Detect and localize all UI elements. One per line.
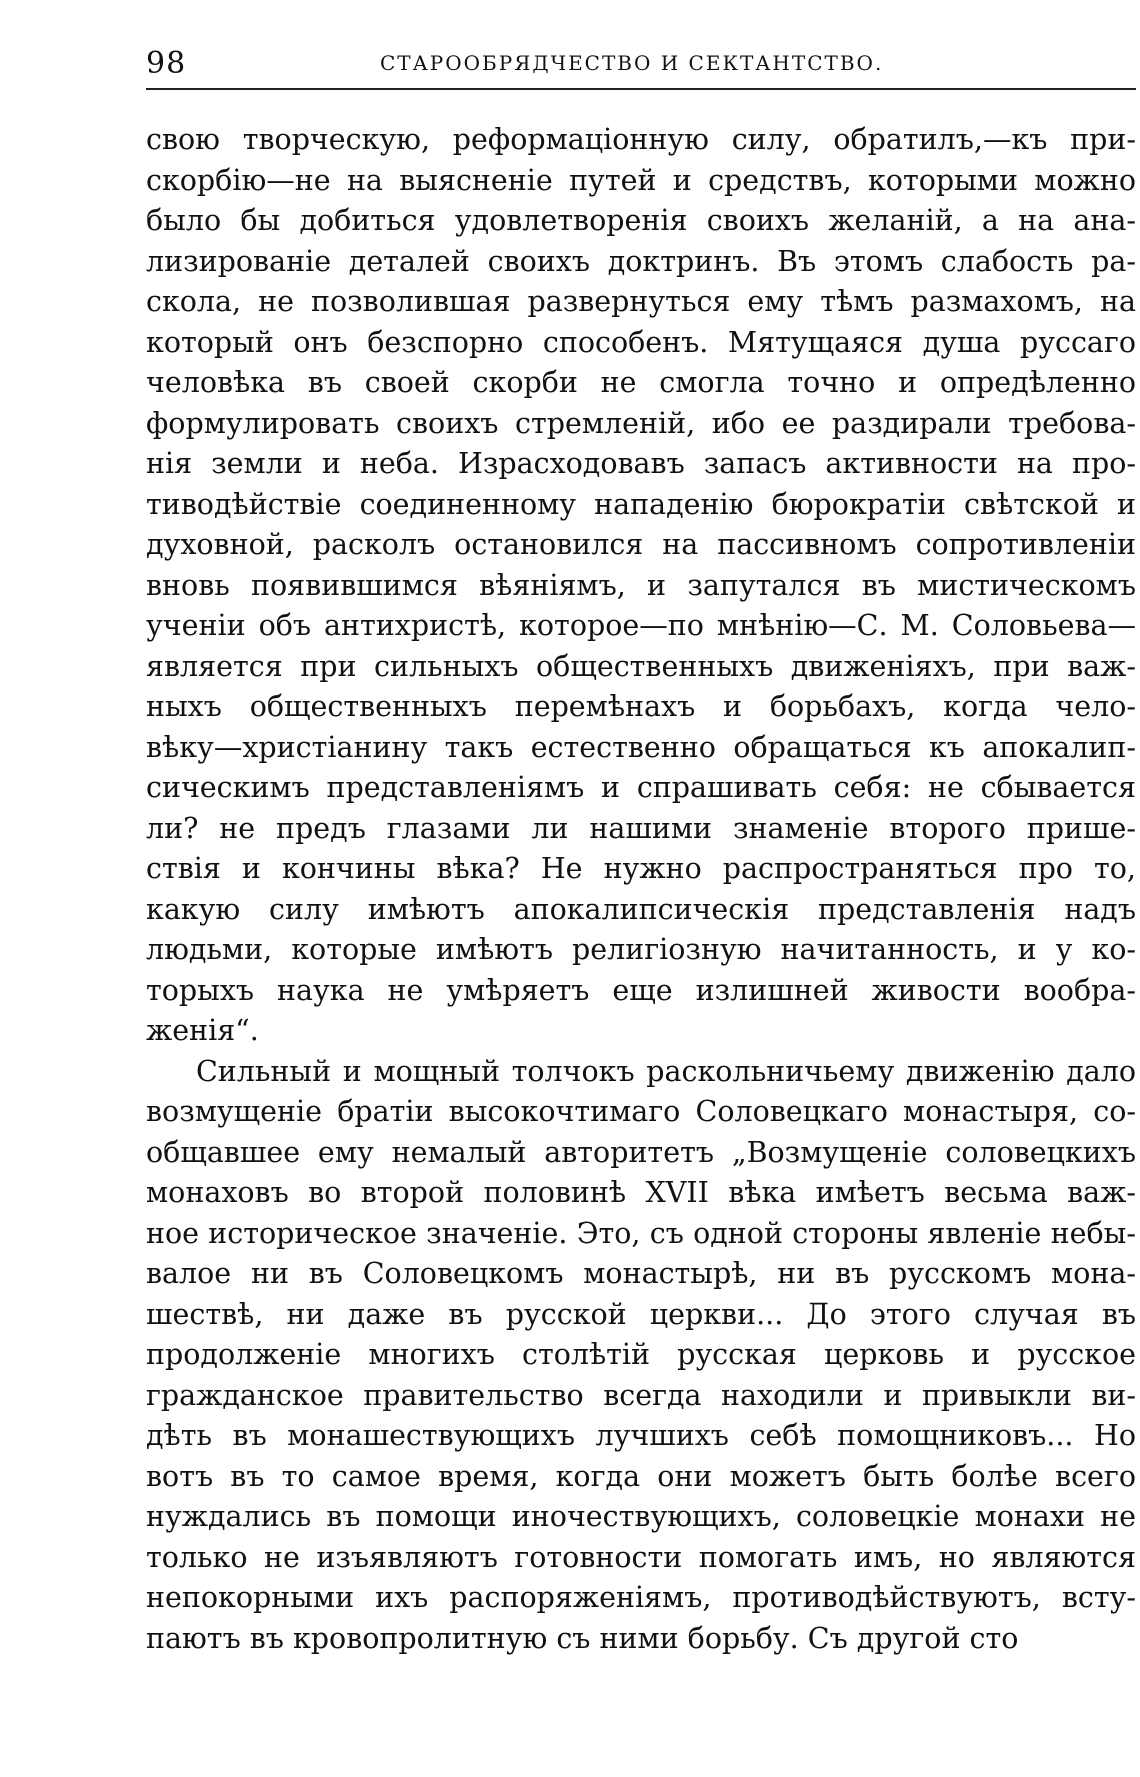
paragraph-1 [146, 120, 1136, 1052]
text-line: нія земли и неба. Израсходовавъ запасъ активности на про- [146, 447, 1136, 480]
body-text [146, 120, 1136, 1730]
text-line: ное историческое значеніе. Это, съ одной стороны явленіе небы- [146, 1216, 1136, 1250]
text-line: женія“. [146, 1014, 259, 1047]
text-line: было бы добиться удовлетворенія своихъ желаній, а на ана- [146, 204, 1136, 237]
text-line: ныхъ общественныхъ перемѣнахъ и борьбахъ, когда чело- [146, 690, 1136, 723]
text-line: шествѣ, ни даже въ русской церкви... До этого случая въ [146, 1297, 1136, 1331]
text-line: человѣка въ своей скорби не смогла точно и опредѣленно [146, 366, 1136, 399]
text-line: дѣть въ монашествующихъ лучшихъ себѣ помощниковъ... Но [146, 1419, 1136, 1452]
running-head [146, 38, 1136, 82]
text-line: ствія и кончины вѣка? Не нужно распространяться про то, [146, 852, 1136, 885]
text-line: непокорными ихъ распоряженіямъ, противодѣйствуютъ, всту- [146, 1581, 1136, 1614]
text-line: духовной, расколъ остановился на пассивномъ сопротивленіи [146, 528, 1136, 561]
text-line: торыхъ наука не умѣряетъ еще излишней живости вообра- [146, 973, 1136, 1007]
text-line: свою творческую, реформаціонную силу, обратилъ,—къ при- [146, 123, 1136, 156]
page-number: 98 [146, 46, 187, 81]
text-line: монаховъ во второй половинѣ XVII вѣка имѣетъ весьма важ- [146, 1176, 1136, 1209]
text-line: скорбію—не на выясненіе путей и средствъ, которыми можно [146, 163, 1136, 197]
text-line: сическимъ представленіямъ и спрашивать себя: не сбывается [146, 771, 1136, 804]
text-line: только не изъявляютъ готовности помогать имъ, но являются [146, 1540, 1136, 1574]
text-line: тиводѣйствіе соединенному нападенію бюрократіи свѣтской и [146, 487, 1136, 521]
text-line: является при сильныхъ общественныхъ движеніяхъ, при важ- [146, 649, 1136, 683]
text-line: возмущеніе братіи высокочтимаго Соловецкаго монастыря, со- [146, 1095, 1136, 1128]
text-line: людьми, которые имѣютъ религіозную начитанность, и у ко- [146, 933, 1136, 966]
text-line: ли? не предъ глазами ли нашими знаменіе второго прише- [146, 811, 1136, 845]
text-line: вѣку—христіанину такъ естественно обращаться къ апокалип- [146, 730, 1136, 764]
text-line: скола, не позволившая развернуться ему тѣмъ размахомъ, на [146, 285, 1136, 318]
text-line: продолженіе многихъ столѣтій русская церковь и русское [146, 1338, 1136, 1371]
paragraph-2 [146, 1052, 1136, 1660]
text-line: который онъ безспорно способенъ. Мятущаяся душа руссаго [146, 325, 1136, 359]
text-line: паютъ въ кровопролитную съ ними борьбу. Съ другой сто [146, 1621, 1019, 1655]
text-line: ученіи объ антихристѣ, которое—по мнѣнію—С. М. Соловьева— [146, 609, 1136, 642]
text-line: вновь появившимся вѣяніямъ, и запутался въ мистическомъ [146, 568, 1136, 602]
header-rule [146, 88, 1136, 90]
text-line: общавшее ему немалый авторитетъ „Возмущеніе соловецкихъ [146, 1135, 1136, 1169]
text-line: Сильный и мощный толчокъ раскольничьему движенію дало [196, 1054, 1136, 1088]
text-line: какую силу имѣютъ апокалипсическія представленія надъ [146, 892, 1136, 926]
text-line: нуждались въ помощи иночествующихъ, соловецкіе монахи не [146, 1500, 1136, 1533]
text-line: гражданское правительство всегда находили и привыкли ви- [146, 1378, 1136, 1412]
running-title: СТАРООБРЯДЧЕСТВО И СЕКТАНТСТВО. [380, 51, 884, 75]
text-line: лизированіе деталей своихъ доктринъ. Въ этомъ слабость ра- [146, 244, 1136, 278]
text-line: формулировать своихъ стремленій, ибо ее раздирали требова- [146, 406, 1136, 440]
text-line: валое ни въ Соловецкомъ монастырѣ, ни въ русскомъ мона- [146, 1257, 1136, 1290]
text-line: вотъ въ то самое время, когда они можетъ быть болѣе всего [146, 1459, 1136, 1493]
